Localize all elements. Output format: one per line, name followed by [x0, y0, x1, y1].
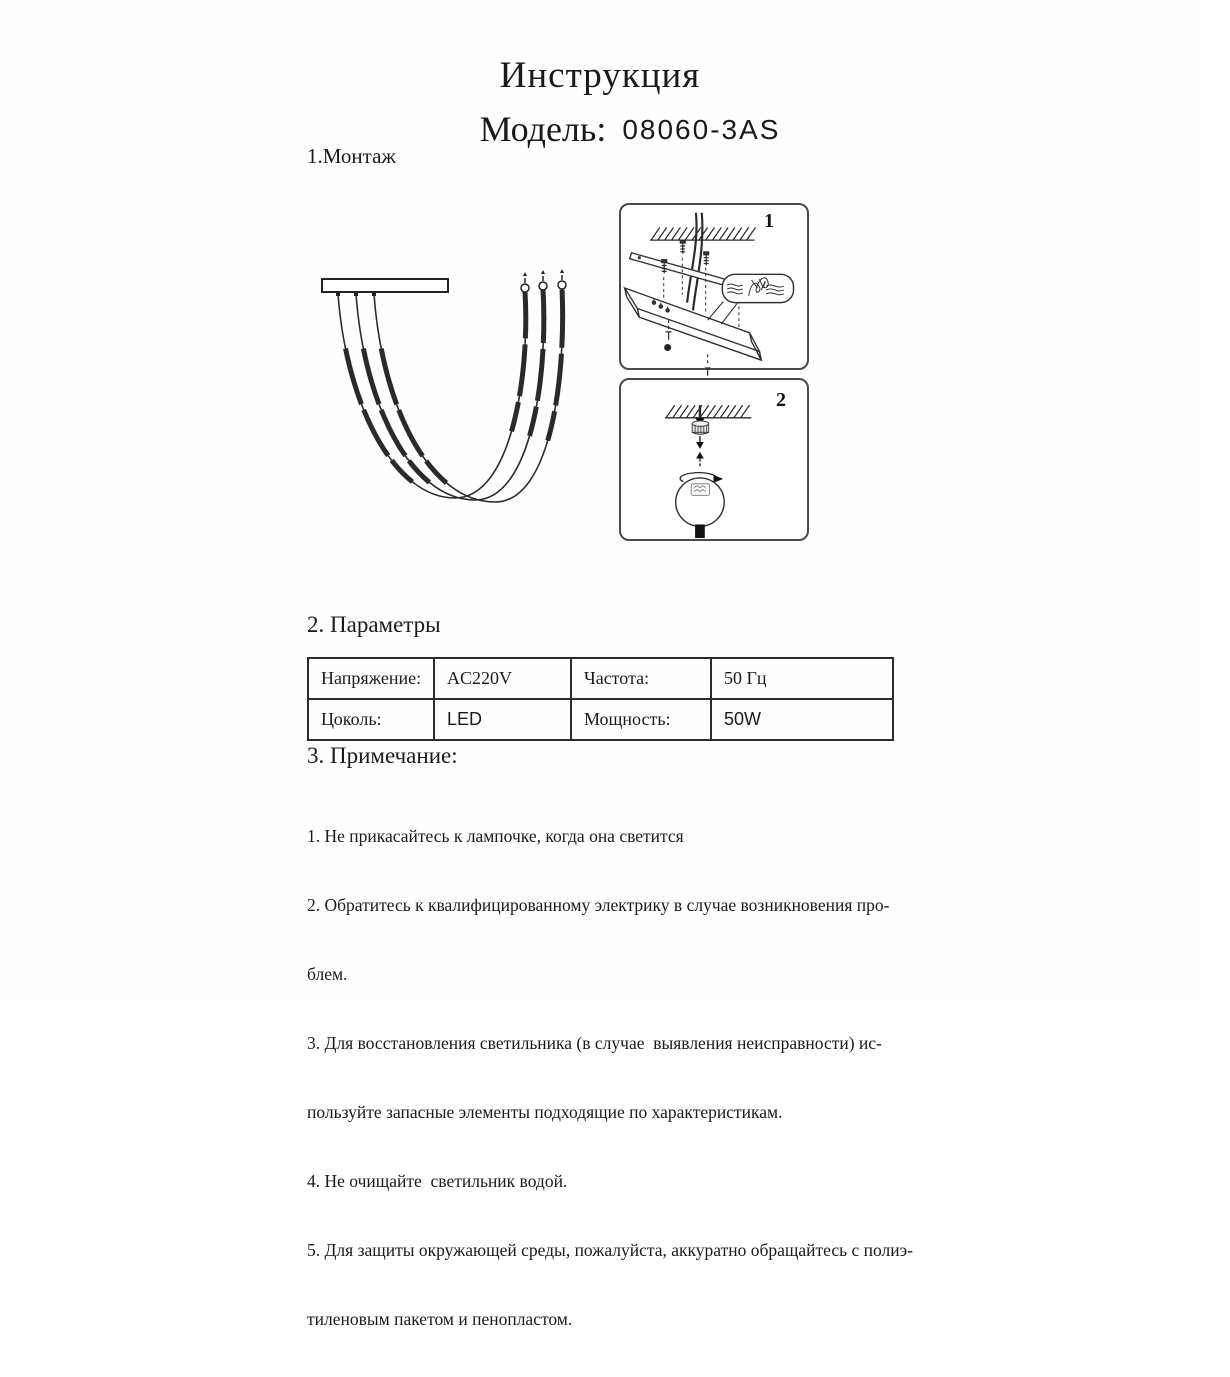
model-label: Модель:: [479, 109, 607, 149]
figure-1-box: [619, 203, 809, 370]
screw-direction-arrows: [696, 436, 704, 467]
param-value-voltage: AC220V: [434, 658, 571, 699]
model-number: 08060-3AS: [622, 114, 781, 145]
bulb-stem: [695, 524, 705, 538]
note-line: 2. Обратитесь к квалифицированному электрику в случае возникновения про-: [307, 895, 890, 915]
table-row: [308, 699, 893, 740]
model-line: [30, 108, 1230, 150]
param-label-frequency: Частота:: [571, 658, 711, 699]
table-row: [308, 658, 893, 699]
page-title: Инструкция: [499, 55, 701, 96]
parameters-table: [307, 657, 894, 741]
note-line: 4. Не очищайте светильник водой.: [307, 1171, 568, 1191]
param-label-socket: Цоколь:: [308, 699, 434, 740]
section-heading-notes: 3. Примечание:: [307, 743, 458, 768]
notes-list: [307, 779, 913, 1377]
pendant-lamp-drawing: [298, 262, 598, 512]
note-line: 5. Для защиты окружающей среды, пожалуйста, аккуратно обращайтесь с полиэ-: [307, 1240, 913, 1260]
section-heading-parameters: 2. Параметры: [307, 612, 441, 637]
note-line: 3. Для восстановления светильника (в случае выявления неисправности) ис-: [307, 1033, 882, 1053]
figure-2-box: [619, 378, 809, 541]
param-value-frequency: 50 Гц: [711, 658, 893, 699]
note-line: блем.: [307, 964, 348, 984]
figure-1-number: 1: [764, 210, 774, 232]
cable-end-connectors: [521, 269, 566, 292]
note-line: пользуйте запасные элементы подходящие по характеристикам.: [307, 1102, 783, 1122]
note-line: тиленовым пакетом и пенопластом.: [307, 1309, 573, 1329]
section-heading-montage: 1.Монтаж: [307, 144, 396, 168]
note-line: 1. Не прикасайтесь к лампочке, когда она светится: [307, 826, 684, 846]
ceiling-hatch: [665, 405, 751, 418]
bulb-label: [691, 484, 709, 496]
ceiling-mount-diagram: [621, 205, 807, 368]
param-label-power: Мощность:: [571, 699, 711, 740]
socket-cylinder: [692, 421, 708, 434]
param-value-socket: LED: [434, 699, 571, 740]
param-label-voltage: Напряжение:: [308, 658, 434, 699]
figure-2-number: 2: [776, 389, 786, 411]
param-value-power: 50W: [711, 699, 893, 740]
